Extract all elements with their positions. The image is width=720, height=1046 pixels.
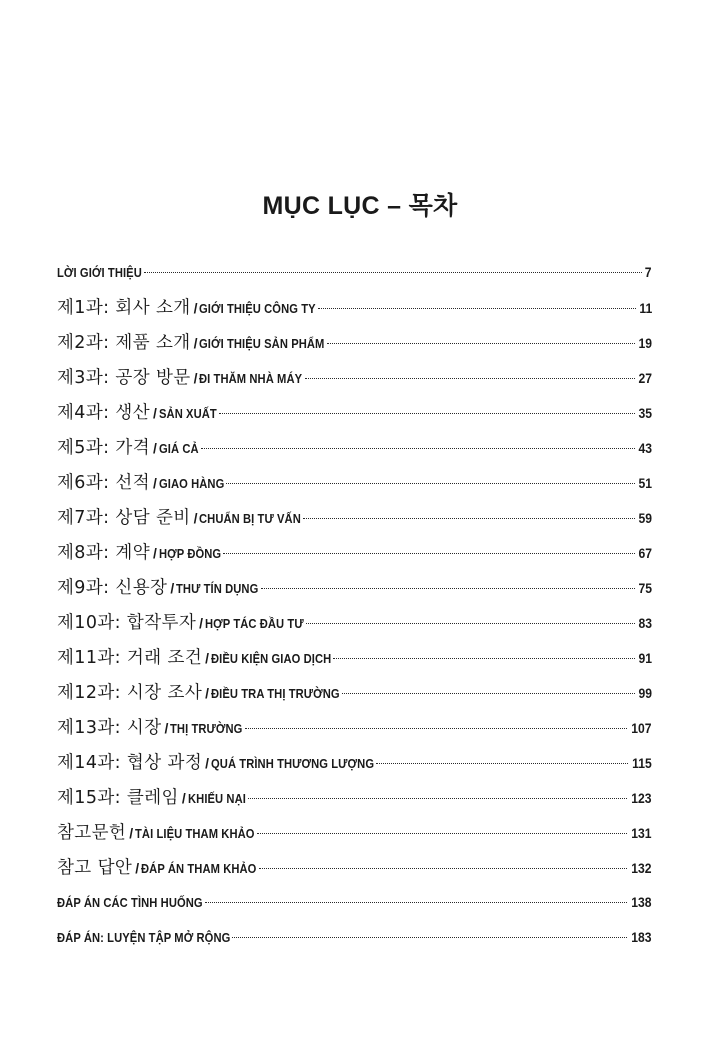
toc-entry-vietnamese: HỢP ĐỒNG [158,546,222,561]
toc-entry-korean: 제7과: 상담 준비 [57,508,191,528]
toc-entry-vietnamese: ĐIỀU TRA THỊ TRƯỜNG [211,686,340,701]
toc-entry-page: 99 [638,686,652,701]
toc-entry[interactable] [57,363,652,398]
toc-entry-korean: 제6과: 선적 [57,473,151,493]
toc-entry-vietnamese: THƯ TÍN DỤNG [176,581,259,596]
toc-entry-separator: / [205,755,210,771]
toc-entry[interactable] [57,923,652,958]
toc-entry-page: 131 [631,826,652,841]
toc-entry[interactable] [57,608,652,643]
toc-entry-page: 59 [638,511,652,526]
toc-entry[interactable] [57,538,652,573]
toc-entry-korean: 제10과: 합작투자 [57,613,197,633]
toc-entry-korean: 제3과: 공장 방문 [57,368,191,388]
dot-leader [327,343,635,344]
toc-entry-page: 35 [638,406,652,421]
dot-leader [342,693,635,694]
toc-entry-vietnamese: ĐÁP ÁN THAM KHẢO [141,861,257,876]
toc-entry-vietnamese: ĐÁP ÁN CÁC TÌNH HUỐNG [57,895,203,910]
toc-entry-vietnamese: CHUẨN BỊ TƯ VẤN [199,511,302,526]
toc-list [57,258,652,958]
toc-entry-vietnamese: KHIẾU NẠI [187,791,246,806]
dot-leader [248,798,628,799]
dot-leader [226,483,635,484]
toc-entry-page: 43 [638,441,652,456]
dot-leader [303,518,635,519]
toc-entry[interactable] [57,643,652,678]
toc-entry-page: 67 [638,546,652,561]
toc-entry-separator: / [205,650,210,666]
toc-entry-vietnamese: QUÁ TRÌNH THƯƠNG LƯỢNG [211,756,375,771]
toc-entry-separator: / [199,615,204,631]
toc-entry-vietnamese: GIỚI THIỆU CÔNG TY [199,301,317,316]
toc-entry-separator: / [129,825,134,841]
toc-entry-vietnamese: GIỚI THIỆU SẢN PHẨM [199,336,325,351]
toc-entry-page: 83 [638,616,652,631]
toc-entry-separator: / [170,580,175,596]
dot-leader [376,763,628,764]
toc-entry-separator: / [164,720,169,736]
dot-leader [259,868,628,869]
toc-entry-korean: 제4과: 생산 [57,403,151,423]
dot-leader [257,833,628,834]
toc-entry[interactable] [57,293,652,328]
toc-entry-korean: 참고문헌 [57,823,127,843]
page-title: MỤC LỤC – 목차 [262,192,458,220]
toc-entry-vietnamese: ĐI THĂM NHÀ MÁY [199,371,303,386]
toc-entry-page: 138 [631,895,652,910]
toc-entry-separator: / [193,510,198,526]
toc-entry-vietnamese: HỢP TÁC ĐẦU TƯ [205,616,304,631]
toc-entry-separator: / [153,405,157,421]
toc-entry-korean: 제13과: 시장 [57,718,162,738]
toc-entry-page: 123 [631,791,652,806]
toc-entry-page: 51 [638,476,652,491]
toc-entry-separator: / [193,370,198,386]
dot-leader [205,902,628,903]
toc-entry-separator: / [181,790,186,806]
toc-entry-separator: / [193,300,198,316]
toc-entry[interactable] [57,888,652,923]
toc-entry[interactable] [57,398,652,433]
toc-entry-korean: 제5과: 가격 [57,438,151,458]
toc-entry-page: 107 [631,721,652,736]
toc-entry[interactable] [57,468,652,503]
dot-leader [219,413,635,414]
toc-entry-vietnamese: GIAO HÀNG [158,476,225,491]
dot-leader [245,728,628,729]
dot-leader [223,553,635,554]
dot-leader [232,937,627,938]
toc-entry-korean: 제15과: 클레임 [57,788,179,808]
toc-entry[interactable] [57,678,652,713]
toc-entry[interactable] [57,573,652,608]
toc-entry[interactable] [57,818,652,853]
toc-entry-separator: / [205,685,210,701]
toc-entry-vietnamese: SẢN XUẤT [158,406,217,421]
dot-leader [306,623,635,624]
dot-leader [201,448,635,449]
toc-entry-korean: 참고 답안 [57,858,133,878]
toc-entry-korean: 제8과: 계약 [57,543,151,563]
toc-entry-korean: 제12과: 시장 조사 [57,683,203,703]
toc-entry-page: 19 [638,336,652,351]
toc-entry[interactable] [57,748,652,783]
toc-entry-vietnamese: TÀI LIỆU THAM KHẢO [135,826,255,841]
toc-entry-separator: / [153,440,157,456]
dot-leader [305,378,635,379]
toc-entry-page: 7 [645,265,652,280]
dot-leader [144,272,643,273]
toc-entry-vietnamese: ĐÁP ÁN: LUYỆN TẬP MỞ RỘNG [57,930,231,945]
toc-entry[interactable] [57,713,652,748]
toc-entry[interactable] [57,853,652,888]
toc-entry-korean: 제14과: 협상 과정 [57,753,203,773]
toc-entry-page: 27 [638,371,652,386]
toc-entry-vietnamese: THỊ TRƯỜNG [170,721,243,736]
toc-entry-page: 75 [638,581,652,596]
toc-entry[interactable] [57,503,652,538]
toc-entry[interactable] [57,328,652,363]
toc-entry-korean: 제9과: 신용장 [57,578,168,598]
toc-entry-korean: 제1과: 회사 소개 [57,298,191,318]
toc-entry-page: 115 [632,756,652,771]
toc-entry-page: 11 [639,301,652,316]
toc-entry-vietnamese: ĐIỀU KIỆN GIAO DỊCH [211,651,332,666]
toc-entry-vietnamese: LỜI GIỚI THIỆU [57,265,142,280]
dot-leader [333,658,635,659]
toc-entry[interactable] [57,258,652,293]
toc-entry[interactable] [57,433,652,468]
toc-entry-vietnamese: GIÁ CẢ [158,441,199,456]
toc-entry-page: 91 [638,651,652,666]
toc-entry-korean: 제2과: 제품 소개 [57,333,191,353]
toc-entry-separator: / [153,475,157,491]
toc-entry-korean: 제11과: 거래 조건 [57,648,203,668]
dot-leader [261,588,635,589]
toc-entry-page: 183 [631,930,652,945]
toc-entry-separator: / [193,335,198,351]
toc-entry[interactable] [57,783,652,818]
toc-entry-separator: / [153,545,157,561]
dot-leader [318,308,636,309]
toc-entry-page: 132 [631,861,652,876]
toc-entry-separator: / [135,860,140,876]
